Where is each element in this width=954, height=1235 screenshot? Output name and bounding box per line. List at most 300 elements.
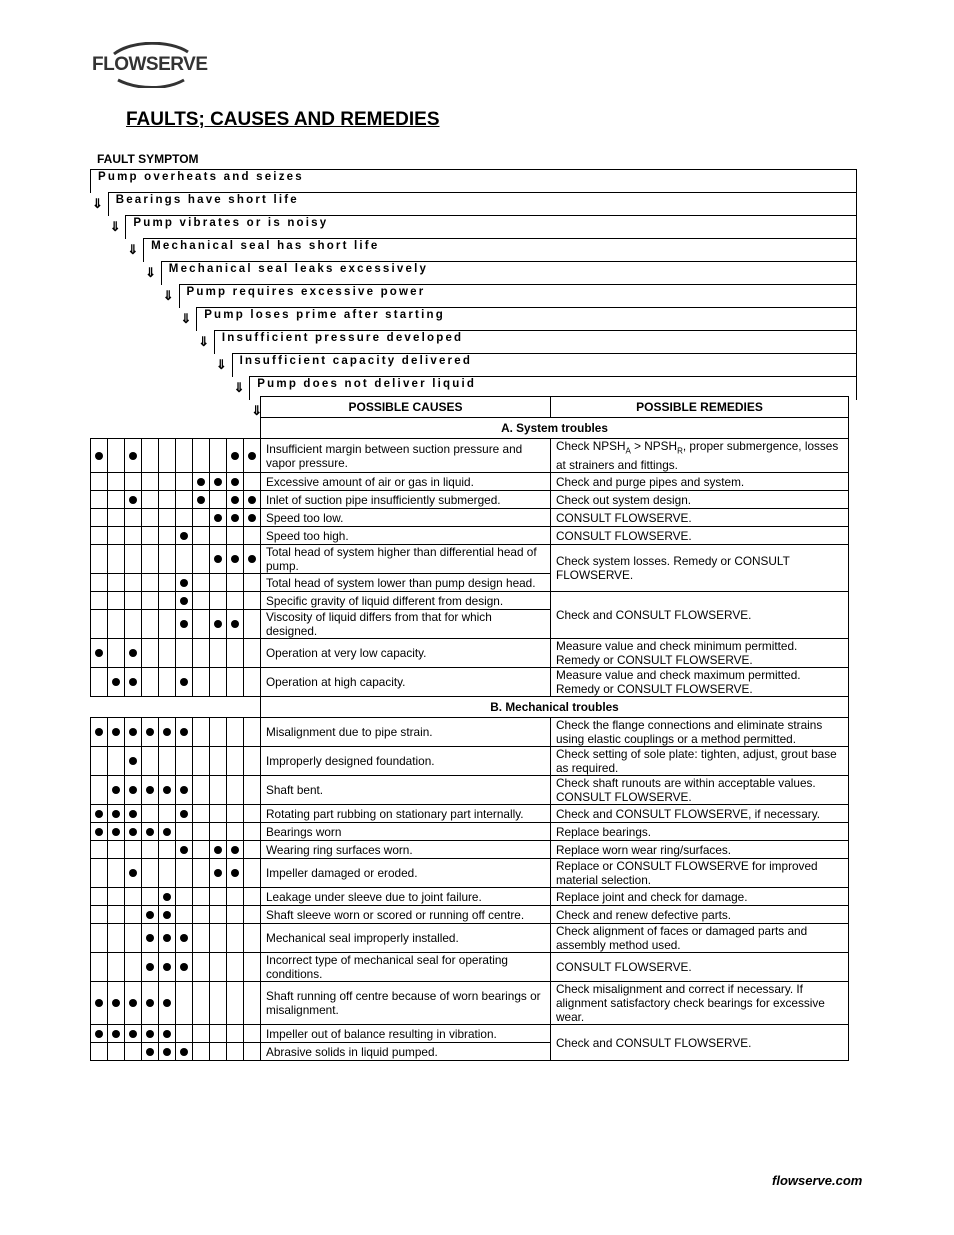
symptom-cell [159,718,176,747]
symptom-cell [176,906,193,924]
cause-cell: Rotating part rubbing on stationary part internally. [261,805,551,823]
remedy-cell: Check shaft runouts are within acceptable values. CONSULT FLOWSERVE. [551,776,849,805]
remedy-cell: CONSULT FLOWSERVE. [551,953,849,982]
bullet-icon [146,728,154,736]
symptom-cell [176,953,193,982]
cause-cell: Specific gravity of liquid different from design. [261,592,551,610]
symptom-cell [142,668,159,697]
bullet-icon [129,649,137,657]
symptom-cell [91,639,108,668]
symptom-cell [227,509,244,527]
symptom-cell [227,1043,244,1061]
remedy-cell: Check misalignment and correct if necessary. If alignment satisfactory check bearings for excessive wear. [551,982,849,1025]
remedy-cell: Replace joint and check for damage. [551,888,849,906]
symptom-cell [108,439,125,473]
symptom-cell [159,439,176,473]
symptom-cell [193,439,210,473]
bullet-icon [146,828,154,836]
symptom-cell [91,776,108,805]
bullet-icon [112,828,120,836]
symptom-column [159,397,176,418]
bullet-icon [163,786,171,794]
bullet-icon [197,496,205,504]
bullet-icon [146,999,154,1007]
symptom-cell [210,841,227,859]
bullet-icon [231,846,239,854]
symptom-row [214,330,857,354]
table-row [91,953,849,982]
symptom-cell [244,610,261,639]
symptom-cell [108,718,125,747]
symptom-cell [159,823,176,841]
symptom-cell [176,924,193,953]
symptom-cell [142,747,159,776]
symptom-cell [91,859,108,888]
symptom-label: Pump vibrates or is noisy [133,217,329,229]
table-row [91,776,849,805]
footer-url: flowserve.com [772,1173,863,1188]
symptom-cell [176,841,193,859]
faults-table [90,396,849,1061]
symptom-cell [227,982,244,1025]
table-row [91,639,849,668]
remedy-cell: Check and purge pipes and system. [551,473,849,491]
symptom-cell [227,545,244,574]
symptom-cell [91,574,108,592]
cause-cell: Shaft sleeve worn or scored or running off centre. [261,906,551,924]
symptom-cell [125,776,142,805]
symptom-column [91,397,108,418]
down-arrow-icon: ⇓ [162,288,174,303]
symptom-cell [108,527,125,545]
symptom-cell [210,1025,227,1043]
cause-cell: Insufficient margin between suction pressure and vapor pressure. [261,439,551,473]
symptom-cell [108,1025,125,1043]
symptom-cell [176,639,193,668]
symptom-row [179,284,858,308]
cause-cell: Mechanical seal improperly installed. [261,924,551,953]
symptom-cell [108,574,125,592]
symptom-cell [244,473,261,491]
bullet-icon [95,999,103,1007]
remedy-cell: Replace worn wear ring/surfaces. [551,841,849,859]
symptom-cell [244,639,261,668]
symptom-cell [108,1043,125,1061]
table-row [91,545,849,574]
symptom-cell [244,668,261,697]
bullet-icon [163,893,171,901]
fault-symptom-label: FAULT SYMPTOM [97,152,199,166]
symptom-column [142,397,159,418]
symptom-cell [227,639,244,668]
bullet-icon [129,786,137,794]
symptom-cell [193,639,210,668]
symptom-cell [159,747,176,776]
symptom-cell [244,953,261,982]
symptom-cell [210,592,227,610]
bullet-icon [95,452,103,460]
bullet-icon [95,828,103,836]
cause-cell: Total head of system lower than pump design head. [261,574,551,592]
bullet-icon [163,1030,171,1038]
symptom-cell [193,718,210,747]
symptom-cell [227,592,244,610]
symptom-cell [244,841,261,859]
symptom-cell [193,491,210,509]
remedy-cell: Check alignment of faces or damaged parts and assembly method used. [551,924,849,953]
symptom-cell [210,906,227,924]
symptom-cell [159,668,176,697]
section-row [91,418,849,439]
table-row [91,906,849,924]
symptom-cell [91,491,108,509]
bullet-icon [180,934,188,942]
symptom-cell [142,610,159,639]
symptom-cell [108,906,125,924]
symptom-cell [125,1043,142,1061]
logo-text: FLOWSERVE [92,54,208,75]
remedies-header: POSSIBLE REMEDIES [551,397,849,418]
symptom-cell [91,841,108,859]
symptom-cell [142,527,159,545]
symptom-cell [210,1043,227,1061]
symptom-cell [176,718,193,747]
down-arrow-icon: ⇓ [145,265,156,280]
cause-cell: Shaft running off centre because of worn bearings or misalignment. [261,982,551,1025]
symptom-row [108,192,857,216]
symptom-cell [125,527,142,545]
symptom-cell [159,982,176,1025]
symptom-row [90,169,857,193]
symptom-cell [142,1025,159,1043]
symptom-cell [193,574,210,592]
bullet-icon [180,597,188,605]
bullet-icon [129,810,137,818]
symptom-cell [91,545,108,574]
cause-cell: Wearing ring surfaces worn. [261,841,551,859]
symptom-cell [108,888,125,906]
symptom-cell [210,859,227,888]
symptom-cell [210,823,227,841]
symptom-cell [108,823,125,841]
symptom-cell [142,906,159,924]
bullet-icon [248,452,256,460]
symptom-cell [244,1043,261,1061]
symptom-cell [159,841,176,859]
bullet-icon [231,514,239,522]
bullet-icon [163,999,171,1007]
table-row [91,924,849,953]
symptom-cell [176,473,193,491]
bullet-icon [129,869,137,877]
symptom-cell [125,1025,142,1043]
symptom-cell [91,823,108,841]
symptom-cell [108,859,125,888]
symptom-cell [193,747,210,776]
symptom-cell [227,747,244,776]
symptom-cell [210,747,227,776]
bullet-icon [231,478,239,486]
symptom-cell [91,610,108,639]
symptom-cell [227,574,244,592]
symptom-cell [142,574,159,592]
bullet-icon [180,846,188,854]
symptom-cell [210,509,227,527]
symptom-cell [227,776,244,805]
symptom-cell [193,982,210,1025]
bullet-icon [129,999,137,1007]
symptom-cell [91,805,108,823]
symptom-cell [227,527,244,545]
symptom-cell [176,509,193,527]
symptom-cell [244,888,261,906]
bullet-icon [180,810,188,818]
symptom-row [161,261,857,285]
symptom-cell [193,953,210,982]
symptom-column [125,397,142,418]
down-arrow-icon: ⇓ [251,403,263,418]
table-row [91,439,849,473]
symptom-cell [176,527,193,545]
cause-cell: Operation at very low capacity. [261,639,551,668]
symptom-cell [159,574,176,592]
bullet-icon [146,1048,154,1056]
section-spacer [91,418,261,439]
symptom-cell [227,473,244,491]
table-header-row [91,397,849,418]
symptom-cell [91,592,108,610]
bullet-icon [163,728,171,736]
symptom-cell [244,439,261,473]
symptom-cell [108,473,125,491]
cause-cell: Impeller damaged or eroded. [261,859,551,888]
bullet-icon [95,728,103,736]
bullet-icon [129,757,137,765]
symptom-cell [227,953,244,982]
symptom-cell [108,982,125,1025]
symptom-cell [176,859,193,888]
symptom-cell [193,610,210,639]
symptom-cell [142,639,159,668]
symptom-cell [176,805,193,823]
bullet-icon [214,869,222,877]
symptom-cell [210,888,227,906]
symptom-cell [176,982,193,1025]
bullet-icon [146,786,154,794]
remedy-cell: Measure value and check minimum permitted. Remedy or CONSULT FLOWSERVE. [551,639,849,668]
bullet-icon [197,478,205,486]
symptom-cell [108,776,125,805]
symptom-cell [210,776,227,805]
cause-cell: Total head of system higher than differential head of pump. [261,545,551,574]
bullet-icon [95,649,103,657]
symptom-cell [176,610,193,639]
down-arrow-icon: ⇓ [233,380,245,395]
remedy-cell: Check $NPSH_A$ > $NPSH_R$, proper submergence, losses at strainers and fittings. [551,439,849,473]
bullet-icon [214,555,222,563]
symptom-cell [159,1025,176,1043]
bullet-icon [163,934,171,942]
symptom-label: Insufficient capacity delivered [239,355,473,367]
symptom-cell [244,718,261,747]
symptom-cell [176,491,193,509]
cause-cell: Viscosity of liquid differs from that for which designed. [261,610,551,639]
symptom-cell [142,545,159,574]
table-row [91,982,849,1025]
cause-cell: Excessive amount of air or gas in liquid. [261,473,551,491]
symptom-cell [108,592,125,610]
bullet-icon [95,1030,103,1038]
remedy-cell: CONSULT FLOWSERVE. [551,509,849,527]
bullet-icon [231,555,239,563]
symptom-cell [244,982,261,1025]
symptom-cell [159,1043,176,1061]
bullet-icon [163,828,171,836]
symptom-cell [108,545,125,574]
symptom-cell [159,639,176,668]
symptom-cell [125,473,142,491]
symptom-cell [91,888,108,906]
symptom-cell [142,953,159,982]
flowserve-logo [92,42,208,88]
down-arrow-icon: ⇓ [92,196,103,211]
bullet-icon [129,678,137,686]
symptom-cell [176,545,193,574]
symptom-cell [91,473,108,491]
down-arrow-icon: ⇓ [198,334,210,349]
symptom-cell [193,776,210,805]
symptom-cell [91,1043,108,1061]
cause-cell: Inlet of suction pipe insufficiently submerged. [261,491,551,509]
symptom-cell [159,805,176,823]
bullet-icon [163,1048,171,1056]
symptom-cell [193,1043,210,1061]
symptom-cell [193,592,210,610]
symptom-cell [125,906,142,924]
symptom-cell [125,439,142,473]
symptom-cell [176,823,193,841]
symptom-column [108,397,125,418]
symptom-cell [210,473,227,491]
bullet-icon [214,478,222,486]
symptom-cell [176,439,193,473]
bullet-icon [180,678,188,686]
remedy-cell: Check and renew defective parts. [551,906,849,924]
symptom-cell [227,823,244,841]
symptom-cell [227,718,244,747]
symptom-cell [108,639,125,668]
symptom-cell [227,906,244,924]
section-title: A. System troubles [261,418,849,439]
symptom-cell [193,805,210,823]
symptom-cell [125,509,142,527]
symptom-cell [159,888,176,906]
bullet-icon [248,496,256,504]
bullet-icon [231,620,239,628]
symptom-cell [125,668,142,697]
symptom-cell [108,805,125,823]
symptom-label: Mechanical seal has short life [151,240,380,252]
table-row [91,859,849,888]
symptom-cell [227,805,244,823]
symptom-cell [176,592,193,610]
bullet-icon [214,514,222,522]
bullet-icon [112,678,120,686]
symptom-cell [244,776,261,805]
remedy-cell: Replace or CONSULT FLOWSERVE for improved material selection. [551,859,849,888]
symptom-cell [244,1025,261,1043]
bullet-icon [112,810,120,818]
symptom-cell [91,527,108,545]
symptom-cell [176,574,193,592]
symptom-cell [159,924,176,953]
cause-cell: Speed too high. [261,527,551,545]
symptom-cell [142,473,159,491]
table-row [91,805,849,823]
cause-cell: Abrasive solids in liquid pumped. [261,1043,551,1061]
symptom-cell [193,545,210,574]
symptom-cell [227,610,244,639]
symptom-cell [125,823,142,841]
symptom-cell [142,888,159,906]
bullet-icon [163,963,171,971]
symptom-cell [142,823,159,841]
section-row [91,697,849,718]
symptom-cell [210,668,227,697]
symptom-cell [91,509,108,527]
cause-cell: Operation at high capacity. [261,668,551,697]
bullet-icon [129,452,137,460]
symptom-cell [227,491,244,509]
symptom-cell [227,439,244,473]
symptom-cell [125,888,142,906]
bullet-icon [180,963,188,971]
down-arrow-icon: ⇓ [180,311,192,326]
bullet-icon [146,911,154,919]
symptom-cell [176,1025,193,1043]
cause-cell: Incorrect type of mechanical seal for operating conditions. [261,953,551,982]
symptom-cell [125,982,142,1025]
symptom-cell [125,610,142,639]
symptom-cell [91,1025,108,1043]
symptom-cell [142,776,159,805]
symptom-cell [108,491,125,509]
symptom-cell [125,491,142,509]
remedy-cell: Check out system design. [551,491,849,509]
bullet-icon [231,869,239,877]
bullet-icon [146,934,154,942]
remedy-cell: Check and CONSULT FLOWSERVE. [551,1025,849,1061]
symptom-cell [193,527,210,545]
symptom-cell [108,953,125,982]
symptom-cell [193,924,210,953]
symptom-cell [227,924,244,953]
symptom-label: Pump overheats and seizes [98,171,304,183]
symptom-cell [125,805,142,823]
symptom-cell [210,805,227,823]
table-row [91,491,849,509]
symptom-cell [108,841,125,859]
symptom-cell [159,509,176,527]
symptom-label: Pump does not deliver liquid [257,378,477,390]
symptom-cell [193,668,210,697]
bullet-icon [146,1030,154,1038]
symptom-cell [108,668,125,697]
symptom-cell [244,906,261,924]
symptom-cell [142,982,159,1025]
symptom-cell [125,859,142,888]
symptom-cell [227,841,244,859]
